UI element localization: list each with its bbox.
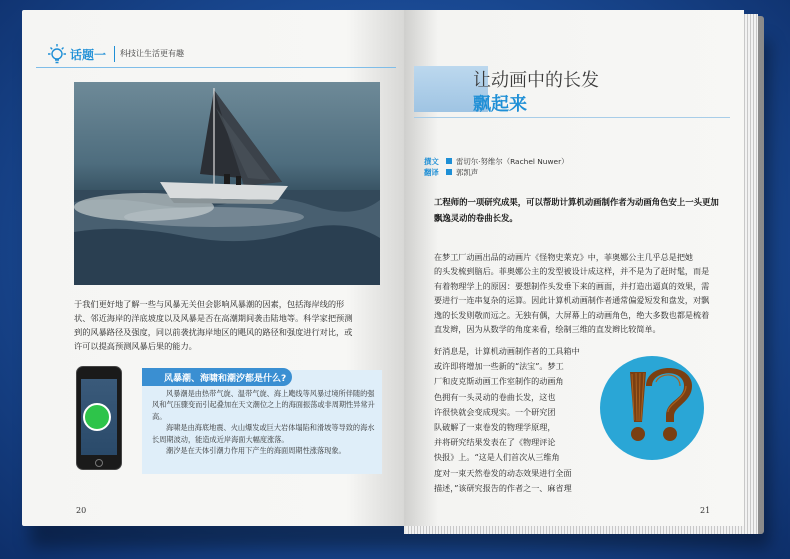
- bullet-icon: [446, 169, 452, 175]
- phone-screen: [81, 379, 117, 455]
- credit-name: 雷切尔·努维尔（Rachel Nuwer）: [456, 157, 569, 166]
- body-line: 直发辫，因为从数学的角度来看，绘制三维的直发辫比较简单。: [434, 324, 661, 335]
- topic-header: [36, 40, 396, 70]
- page-number-left: 20: [76, 506, 87, 515]
- lightbulb-icon: [46, 43, 68, 67]
- topic-divider: [114, 46, 115, 62]
- sidebar-title: 风暴潮、海啸和潮汐都是什么?: [142, 368, 292, 386]
- topic-label: 话题一: [70, 48, 107, 62]
- title-rule: [414, 117, 730, 118]
- body-line: 描述，”该研究报告的作者之一、麻省理: [434, 482, 572, 493]
- body-line: 逸的长发则敬而远之。无独有偶，大屏幕上的动画角色，绝大多数也都是梳着: [434, 309, 710, 320]
- body-line: 队破解了一束卷发的物理学原理，: [434, 422, 556, 433]
- topic-subtitle: 科技让生活更有趣: [120, 49, 184, 58]
- body-line: 状、邻近海岸的洋底坡度以及风暴是否在高潮期间袭击陆地等。科学家把预测: [74, 313, 353, 323]
- article-lead: 工程师的一项研究成果，可以帮助计算机动画制作者为动画角色安上一头更加飘逸灵动的卷曲长发。: [434, 197, 719, 223]
- hair-exclamation-question-icon: [600, 356, 704, 460]
- article-title-highlight: 飘起来: [473, 94, 527, 115]
- sailboat-photo: [74, 82, 380, 285]
- body-line: 许可以提高预测风暴后果的能力。: [74, 341, 197, 351]
- credit-role: 翻译: [424, 168, 439, 177]
- article-title: 让动画中的长发: [473, 70, 599, 91]
- bullet-icon: [446, 158, 452, 164]
- body-line: 到的风暴路径及强度，同以前袭扰海岸地区的飓风的路径和强度进行对比，或: [74, 327, 353, 337]
- body-line: 或许即将增加一些新的“法宝”。梦工: [434, 361, 564, 372]
- body-line: 的头发梳到脑后。菲奥娜公主的发型被设计成这样，并不是为了赶时髦，而是: [434, 266, 710, 277]
- header-rule: [36, 67, 396, 68]
- body-line: 色拥有一头灵动的卷曲长发，这也: [434, 391, 556, 402]
- article-credits: [424, 156, 569, 178]
- sidebar-paragraph: 海啸是由海底地震、火山爆发或巨大岩体塌陷和滑坡等导致的海水长周期波动，能造成近岸海面大幅度涨落。: [152, 423, 375, 444]
- body-line: 在梦工厂动画出品的动画片《怪物史莱克》中，菲奥娜公主几乎总是把她: [434, 252, 694, 262]
- smartphone-image: [76, 366, 122, 470]
- sidebar-paragraph: 潮汐是在天体引潮力作用下产生的海面周期性涨落现象。: [166, 446, 346, 456]
- sidebar-paragraph: 风暴潮是由热带气旋、温带气旋、海上飑线等风暴过境所伴随的强风和气压骤变而引起叠加在天文潮位之上的海面振荡或非周期性异常升高。: [152, 389, 375, 421]
- body-line: 于我们更好地了解一些与风暴无关但会影响风暴潮的因素，包括海岸线的形: [74, 299, 345, 309]
- right-page: [404, 10, 744, 526]
- body-line: 有着物理学上的原因：要想制作头发垂下来的画面，并打造出逼真的效果，需: [434, 280, 710, 291]
- credit-author: [424, 156, 569, 167]
- body-line: 并将研究结果发表在了《物理评论: [434, 437, 556, 448]
- body-line: 要进行一连串复杂的运算。因此计算机动画制作者通常偏爱短发和盘发，对飘: [434, 295, 710, 306]
- credit-name: 郭凯声: [456, 168, 479, 177]
- sailboat-illustration: [74, 82, 380, 285]
- credit-role: 撰文: [424, 157, 439, 166]
- body-line: 快报》上。“这是人们首次从三维角: [434, 452, 560, 463]
- hair-punctuation-illustration: [600, 356, 704, 460]
- body-line: 许很快就会变成现实。一个研究团: [434, 406, 556, 417]
- body-line: 度对一束天然卷发的动态效果进行全面: [434, 467, 572, 478]
- credit-translator: [424, 167, 569, 178]
- right-body-text: [434, 250, 730, 336]
- body-line: 好消息是，计算机动画制作者的工具箱中: [434, 346, 580, 356]
- right-body-text-wrapped: [434, 344, 614, 496]
- page-number-right: 21: [700, 506, 711, 515]
- body-line: 厂和皮克斯动画工作室制作的动画角: [434, 376, 564, 387]
- left-body-text: [74, 297, 382, 353]
- storm-radar-blob: [83, 403, 111, 431]
- phone-home-button: [95, 459, 103, 467]
- sidebar-body: [152, 388, 380, 456]
- left-page: [22, 10, 404, 526]
